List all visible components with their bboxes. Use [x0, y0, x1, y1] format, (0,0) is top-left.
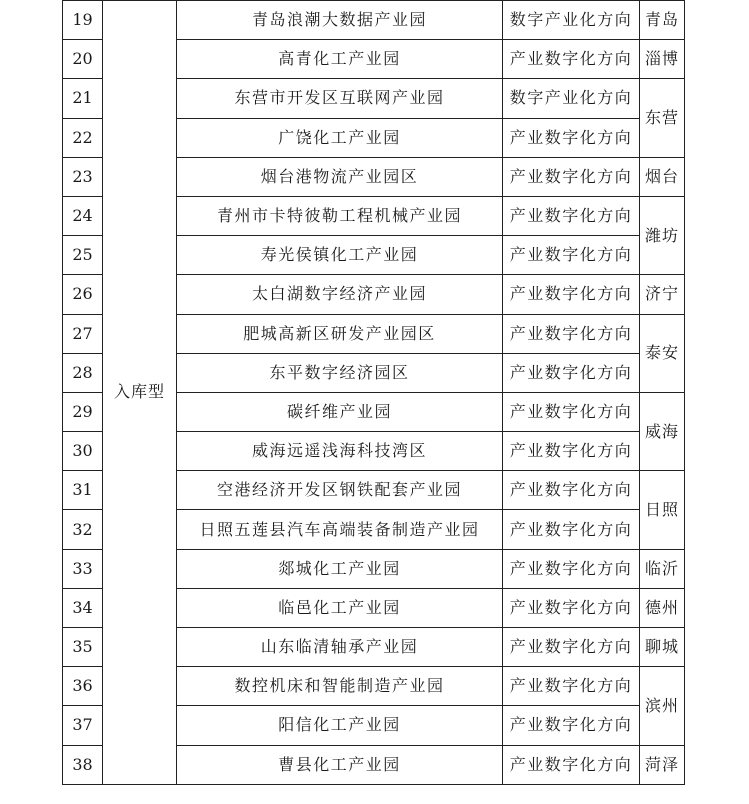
city: 临沂 [640, 549, 685, 588]
park-name: 数控机床和智能制造产业园 [177, 667, 503, 706]
row-number: 31 [63, 471, 103, 510]
row-number: 37 [63, 706, 103, 745]
city: 日照 [640, 471, 685, 549]
direction: 产业数字化方向 [503, 40, 640, 79]
row-number: 28 [63, 353, 103, 392]
park-name: 阳信化工产业园 [177, 706, 503, 745]
city: 菏泽 [640, 745, 685, 784]
park-name: 东平数字经济园区 [177, 353, 503, 392]
direction: 数字产业化方向 [503, 1, 640, 40]
direction: 产业数字化方向 [503, 432, 640, 471]
row-number: 30 [63, 432, 103, 471]
row-number: 20 [63, 40, 103, 79]
row-number: 35 [63, 628, 103, 667]
park-name: 广饶化工产业园 [177, 118, 503, 157]
park-name: 碳纤维产业园 [177, 392, 503, 431]
row-number: 22 [63, 118, 103, 157]
park-name: 山东临清轴承产业园 [177, 628, 503, 667]
direction: 产业数字化方向 [503, 275, 640, 314]
row-number: 33 [63, 549, 103, 588]
direction: 产业数字化方向 [503, 667, 640, 706]
city: 济宁 [640, 275, 685, 314]
city: 淄博 [640, 40, 685, 79]
direction: 产业数字化方向 [503, 471, 640, 510]
park-name: 郯城化工产业园 [177, 549, 503, 588]
row-number: 29 [63, 392, 103, 431]
park-name: 临邑化工产业园 [177, 588, 503, 627]
park-name: 高青化工产业园 [177, 40, 503, 79]
park-name: 曹县化工产业园 [177, 745, 503, 784]
row-number: 23 [63, 157, 103, 196]
direction: 数字产业化方向 [503, 79, 640, 118]
direction: 产业数字化方向 [503, 706, 640, 745]
park-name: 青岛浪潮大数据产业园 [177, 1, 503, 40]
city: 滨州 [640, 667, 685, 745]
row-number: 21 [63, 79, 103, 118]
row-number: 38 [63, 745, 103, 784]
direction: 产业数字化方向 [503, 628, 640, 667]
row-number: 19 [63, 1, 103, 40]
direction: 产业数字化方向 [503, 196, 640, 235]
row-number: 36 [63, 667, 103, 706]
type-cell: 入库型 [103, 1, 177, 785]
direction: 产业数字化方向 [503, 236, 640, 275]
park-name: 日照五莲县汽车高端装备制造产业园 [177, 510, 503, 549]
row-number: 26 [63, 275, 103, 314]
direction: 产业数字化方向 [503, 392, 640, 431]
park-name: 肥城高新区研发产业园区 [177, 314, 503, 353]
city: 聊城 [640, 628, 685, 667]
table-row [63, 1, 685, 40]
city: 威海 [640, 392, 685, 470]
park-name: 空港经济开发区钢铁配套产业园 [177, 471, 503, 510]
direction: 产业数字化方向 [503, 314, 640, 353]
city: 烟台 [640, 157, 685, 196]
direction: 产业数字化方向 [503, 549, 640, 588]
park-name: 东营市开发区互联网产业园 [177, 79, 503, 118]
row-number: 34 [63, 588, 103, 627]
direction: 产业数字化方向 [503, 510, 640, 549]
city: 潍坊 [640, 196, 685, 274]
city: 德州 [640, 588, 685, 627]
city: 泰安 [640, 314, 685, 392]
direction: 产业数字化方向 [503, 118, 640, 157]
direction: 产业数字化方向 [503, 745, 640, 784]
park-name: 寿光侯镇化工产业园 [177, 236, 503, 275]
park-name: 太白湖数字经济产业园 [177, 275, 503, 314]
direction: 产业数字化方向 [503, 353, 640, 392]
row-number: 27 [63, 314, 103, 353]
city: 青岛 [640, 1, 685, 40]
park-name: 青州市卡特彼勒工程机械产业园 [177, 196, 503, 235]
row-number: 32 [63, 510, 103, 549]
park-name: 威海远遥浅海科技湾区 [177, 432, 503, 471]
park-name: 烟台港物流产业园区 [177, 157, 503, 196]
park-list-table [62, 0, 685, 785]
direction: 产业数字化方向 [503, 157, 640, 196]
row-number: 25 [63, 236, 103, 275]
city: 东营 [640, 79, 685, 157]
direction: 产业数字化方向 [503, 588, 640, 627]
row-number: 24 [63, 196, 103, 235]
